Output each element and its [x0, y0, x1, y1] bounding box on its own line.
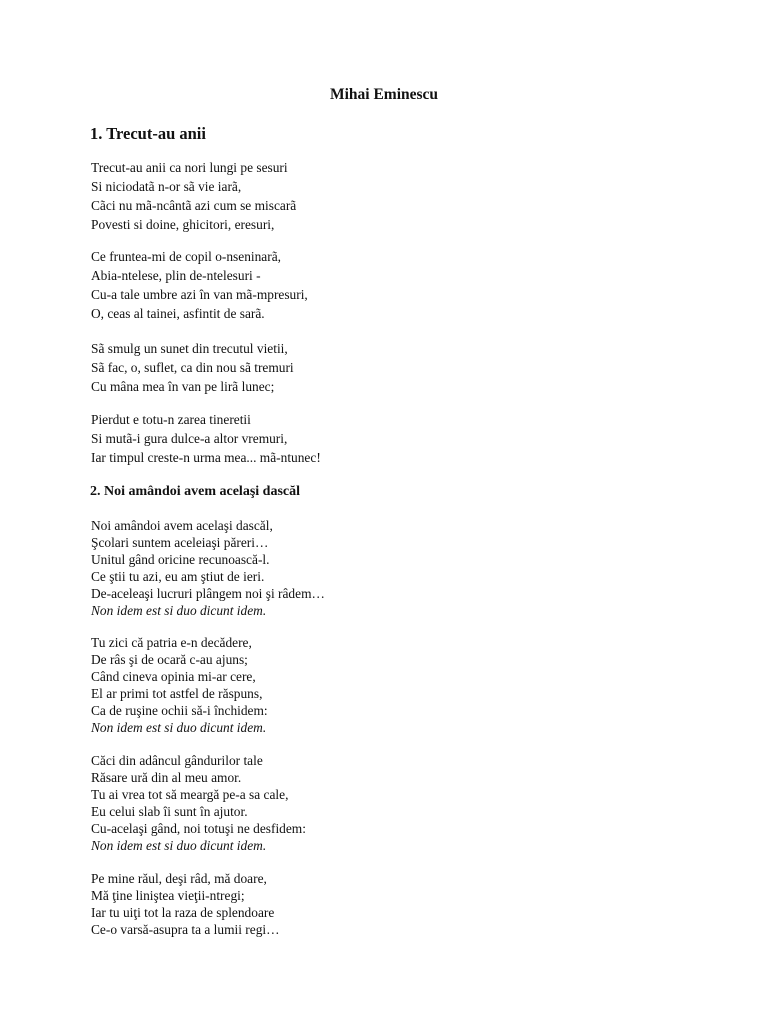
verse-line: Abia-ntelese, plin de-ntelesuri - [91, 268, 261, 283]
poem-2-stanza-1 [91, 517, 325, 619]
poem-2-stanza-2 [91, 634, 268, 736]
verse-line: Căci din adâncul gândurilor tale [91, 753, 263, 768]
verse-line: Si niciodatã n-or sã vie iarã, [91, 179, 242, 194]
verse-line: Iar timpul creste-n urma mea... mã-ntunec! [91, 450, 321, 465]
poem-1-stanza-2 [91, 247, 308, 323]
verse-line: Tu zici că patria e-n decădere, [91, 635, 252, 650]
verse-line: Ce-o varsă-asupra ta a lumii regi… [91, 922, 280, 937]
verse-line: El ar primi tot astfel de răspuns, [91, 686, 263, 701]
verse-line: Noi amândoi avem acelaşi dascăl, [91, 518, 273, 533]
verse-line: Trecut-au anii ca nori lungi pe sesuri [91, 160, 288, 175]
poem-1-stanza-4 [91, 410, 321, 467]
verse-line: Ce fruntea-mi de copil o-nseninarã, [91, 249, 281, 264]
refrain-line: Non idem est si duo dicunt idem. [91, 720, 267, 735]
verse-line: Iar tu uiţi tot la raza de splendoare [91, 905, 275, 920]
verse-line: Cãci nu mã-ncântã azi cum se miscarã [91, 198, 297, 213]
verse-line: Sã smulg un sunet din trecutul vietii, [91, 341, 288, 356]
poem-1-stanza-1 [91, 158, 296, 234]
verse-line: Şcolari suntem aceleiaşi păreri… [91, 535, 269, 550]
verse-line: Cu-a tale umbre azi în van mã-mpresuri, [91, 287, 308, 302]
verse-line: Ce ştii tu azi, eu am ştiut de ieri. [91, 569, 265, 584]
refrain-line: Non idem est si duo dicunt idem. [91, 603, 267, 618]
verse-line: De-aceleaşi lucruri plângem noi şi râdem… [91, 586, 325, 601]
refrain-line: Non idem est si duo dicunt idem. [91, 838, 267, 853]
verse-line: Când cineva opinia mi-ar cere, [91, 669, 256, 684]
verse-line: Eu celui slab îi sunt în ajutor. [91, 804, 248, 819]
poem-1-title: 1. Trecut-au anii [90, 124, 206, 143]
verse-line: Povesti si doine, ghicitori, eresuri, [91, 217, 275, 232]
verse-line: Mă ţine liniştea vieţii-ntregi; [91, 888, 245, 903]
poem-1-stanza-3 [91, 339, 294, 396]
poem-2-stanza-3 [91, 752, 306, 854]
verse-line: Pierdut e totu-n zarea tineretii [91, 412, 251, 427]
verse-line: Răsare ură din al meu amor. [91, 770, 242, 785]
verse-line: Pe mine răul, deşi râd, mă doare, [91, 871, 267, 886]
verse-line: Unitul gând oricine recunoască-l. [91, 552, 270, 567]
verse-line: Cu mâna mea în van pe lirã lunec; [91, 379, 275, 394]
verse-line: Ca de ruşine ochii să-i închidem: [91, 703, 268, 718]
verse-line: Sã fac, o, suflet, ca din nou sã tremuri [91, 360, 294, 375]
verse-line: Tu ai vrea tot să meargă pe-a sa cale, [91, 787, 289, 802]
poem-2-stanza-4 [91, 870, 280, 938]
verse-line: Cu-acelaşi gând, noi totuşi ne desfidem: [91, 821, 306, 836]
poem-2-title: 2. Noi amândoi avem acelaşi dascăl [90, 484, 300, 499]
verse-line: O, ceas al tainei, asfintit de sarã. [91, 306, 265, 321]
verse-line: De râs şi de ocară c-au ajuns; [91, 652, 248, 667]
author-name: Mihai Eminescu [329, 86, 439, 103]
verse-line: Si mutã-i gura dulce-a altor vremuri, [91, 431, 288, 446]
